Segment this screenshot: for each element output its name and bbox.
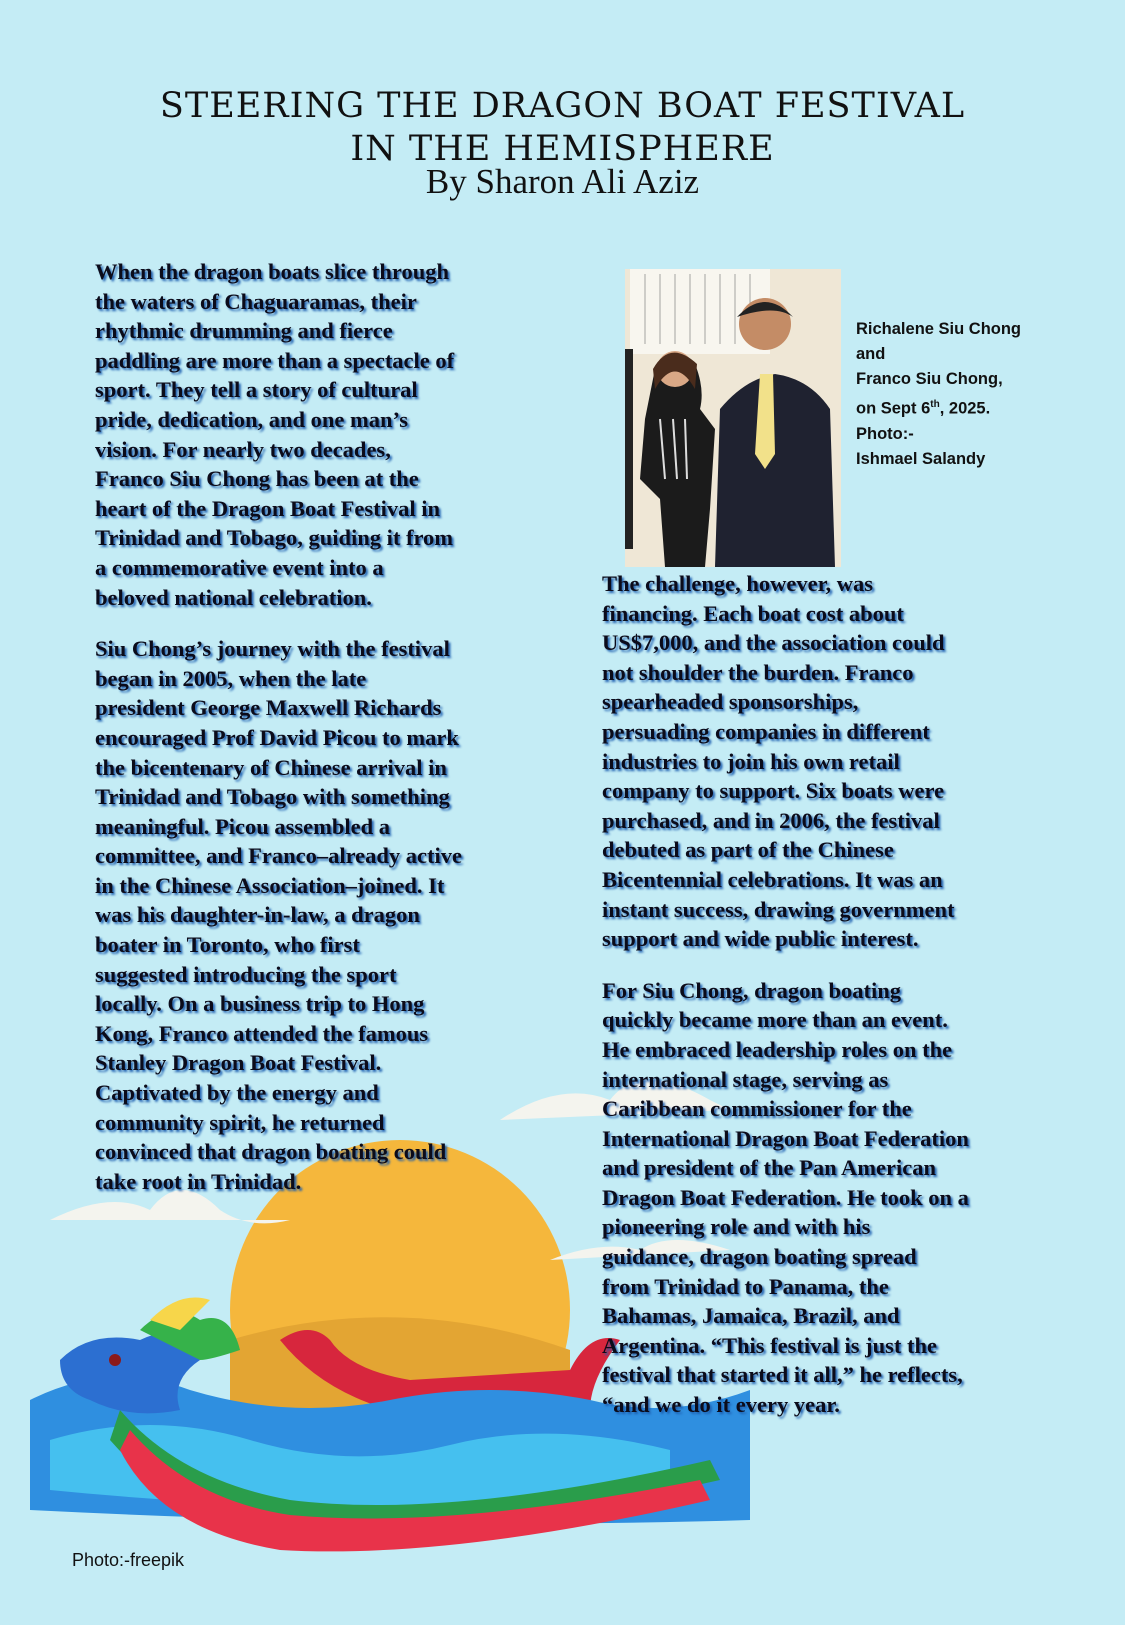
- paragraph: [602, 976, 969, 1420]
- right-column: [602, 569, 969, 1420]
- caption-date-post: , 2025.: [939, 399, 991, 418]
- text-line: support and wide public interest.: [602, 926, 919, 952]
- text-line: heart of the Dragon Boat Festival in: [95, 495, 440, 521]
- text-line: The challenge, however, was: [602, 571, 874, 596]
- byline: By Sharon Ali Aziz: [425, 162, 700, 201]
- text-line: the waters of Chaguaramas, their: [95, 288, 417, 314]
- text-line: Stanley Dragon Boat Festival.: [95, 1050, 382, 1076]
- text-line: He embraced leadership roles on the: [602, 1036, 953, 1062]
- text-line: in the Chinese Association–joined. It: [95, 872, 445, 898]
- text-line: industries to join his own retail: [602, 748, 900, 774]
- text-line: For Siu Chong, dragon boating: [602, 977, 902, 1003]
- text-line: Argentina. “This festival is just the: [602, 1332, 938, 1358]
- text-line: boater in Toronto, who first: [95, 932, 360, 958]
- text-line: and president of the Pan American: [602, 1155, 936, 1181]
- text-line: community spirit, he returned: [95, 1109, 385, 1135]
- caption-line: Richalene Siu Chong: [856, 320, 1022, 338]
- text-line: festival that started it all,” he reflects,: [602, 1362, 963, 1388]
- article-title: [0, 85, 1125, 171]
- text-line: pioneering role and with his: [602, 1214, 871, 1240]
- photo-caption: [856, 317, 1021, 472]
- paragraph: [95, 634, 462, 1196]
- text-line: convinced that dragon boating could: [95, 1139, 447, 1165]
- text-line: rhythmic drumming and fierce: [95, 318, 393, 344]
- text-line: take root in Trinidad.: [95, 1168, 302, 1194]
- text-line: the bicentenary of Chinese arrival in: [95, 754, 447, 780]
- text-line: quickly became more than an event.: [602, 1007, 948, 1033]
- text-line: began in 2005, when the late: [95, 665, 367, 691]
- text-line: beloved national celebration.: [95, 584, 372, 610]
- text-line: Franco Siu Chong has been at the: [95, 466, 419, 492]
- text-line: Trinidad and Tobago with something: [95, 784, 450, 810]
- text-line: Dragon Boat Federation. He took on a: [602, 1184, 969, 1210]
- text-line: pride, dedication, and one man’s: [95, 406, 408, 432]
- title-line: IN THE HEMISPHERE: [350, 129, 775, 170]
- text-line: instant success, drawing government: [602, 896, 955, 922]
- caption-date-line: [856, 392, 1021, 422]
- dragon-eye: [109, 1354, 121, 1366]
- text-line: not shoulder the burden. Franco: [602, 659, 914, 685]
- text-line: Captivated by the energy and: [95, 1080, 379, 1106]
- photo-siu-chong-couple: [625, 269, 841, 567]
- text-line: international stage, serving as: [602, 1066, 889, 1092]
- illustration-credit: Photo:-freepik: [72, 1550, 185, 1570]
- caption-line: Ishmael Salandy: [856, 449, 986, 468]
- paragraph: [602, 569, 969, 954]
- text-line: Trinidad and Tobago, guiding it from: [95, 525, 454, 551]
- caption-line: Franco Siu Chong,: [856, 370, 1003, 388]
- text-line: persuading companies in different: [602, 718, 930, 744]
- text-line: financing. Each boat cost about: [602, 600, 904, 626]
- text-line: from Trinidad to Panama, the: [602, 1273, 889, 1299]
- text-line: Bicentennial celebrations. It was an: [602, 866, 943, 892]
- text-line: When the dragon boats slice through: [95, 259, 450, 284]
- text-line: guidance, dragon boating spread: [602, 1244, 917, 1270]
- text-line: spearheaded sponsorships,: [602, 689, 859, 715]
- text-line: meaningful. Picou assembled a: [95, 813, 391, 839]
- text-line: committee, and Franco–already active: [95, 843, 462, 869]
- text-line: “and we do it every year.: [602, 1392, 840, 1418]
- text-line: purchased, and in 2006, the festival: [602, 807, 940, 833]
- text-line: president George Maxwell Richards: [95, 695, 442, 721]
- left-column: [95, 257, 462, 1196]
- text-line: Kong, Franco attended the famous: [95, 1020, 429, 1046]
- text-line: Bahamas, Jamaica, Brazil, and: [602, 1303, 900, 1329]
- text-line: locally. On a business trip to Hong: [95, 991, 425, 1017]
- caption-date-sup: th: [930, 399, 940, 410]
- text-line: a commemorative event into a: [95, 554, 384, 580]
- text-line: debuted as part of the Chinese: [602, 837, 894, 863]
- text-line: Siu Chong’s journey with the festival: [95, 636, 450, 662]
- text-line: encouraged Prof David Picou to mark: [95, 724, 459, 750]
- title-line: STEERING THE DRAGON BOAT FESTIVAL: [159, 86, 966, 127]
- caption-line: Photo:-: [856, 424, 914, 443]
- text-line: was his daughter-in-law, a dragon: [95, 902, 420, 928]
- text-line: vision. For nearly two decades,: [95, 436, 391, 462]
- caption-line: and: [856, 345, 886, 363]
- text-line: suggested introducing the sport: [95, 961, 397, 987]
- text-line: paddling are more than a spectacle of: [95, 347, 455, 373]
- text-line: US$7,000, and the association could: [602, 630, 945, 656]
- text-line: Caribbean commissioner for the: [602, 1096, 912, 1122]
- text-line: company to support. Six boats were: [602, 778, 945, 804]
- caption-date-pre: on Sept 6: [856, 399, 931, 418]
- text-line: sport. They tell a story of cultural: [95, 377, 418, 403]
- man-figure: [715, 374, 835, 567]
- paragraph: [95, 257, 462, 612]
- text-line: International Dragon Boat Federation: [602, 1125, 969, 1151]
